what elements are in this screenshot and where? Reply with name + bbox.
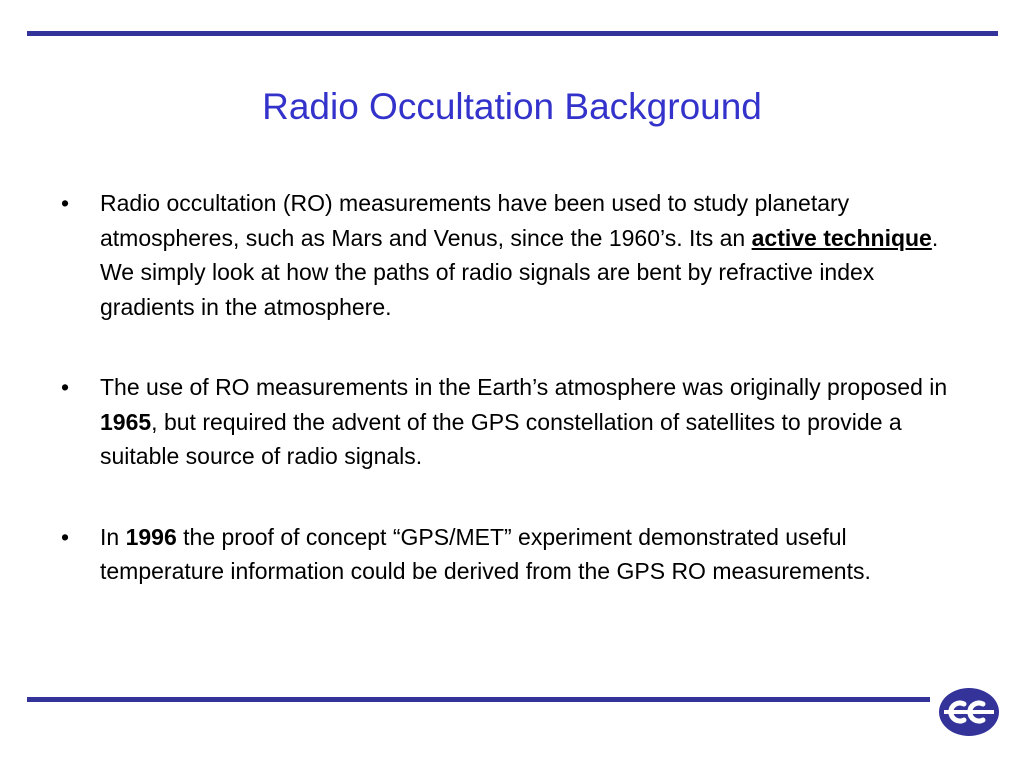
emphasis-active-technique: active technique <box>751 224 932 251</box>
text-segment: The use of RO measurements in the Earth’s atmosphere was originally proposed in <box>100 374 948 400</box>
text-segment: . We simply look at how the paths of radio signals are bent by refractive index gradients in the atmosphere. <box>100 224 939 320</box>
bullet-item <box>56 186 956 324</box>
bullet-item <box>56 370 956 474</box>
slide-title: Radio Occultation Background <box>262 86 762 127</box>
text-segment: Radio occultation (RO) measurements have been used to study planetary atmospheres, such as Mars and Venus, since the 1960’s. Its an <box>100 190 850 251</box>
top-divider <box>27 31 998 36</box>
bottom-divider <box>27 697 930 702</box>
bullet-text <box>100 190 938 320</box>
text-segment: In <box>100 523 126 550</box>
bullet-text <box>100 524 871 585</box>
emphasis-year-1965: 1965 <box>100 408 152 435</box>
text-segment: the proof of concept “GPS/MET” experiment demonstrated useful temperature information could be derived from the GPS RO measurements. <box>100 523 871 584</box>
emphasis-year-1996: 1996 <box>125 523 177 550</box>
ecmwf-logo-icon <box>937 686 1001 738</box>
bullet-list <box>56 186 956 589</box>
bullet-marker: • <box>61 190 70 216</box>
bullet-text <box>100 374 947 469</box>
bullet-item <box>56 520 956 589</box>
bullet-marker: • <box>61 374 70 400</box>
text-segment: , but required the advent of the GPS constellation of satellites to provide a suitable source of radio signals. <box>100 408 902 469</box>
bullet-marker: • <box>61 523 70 550</box>
